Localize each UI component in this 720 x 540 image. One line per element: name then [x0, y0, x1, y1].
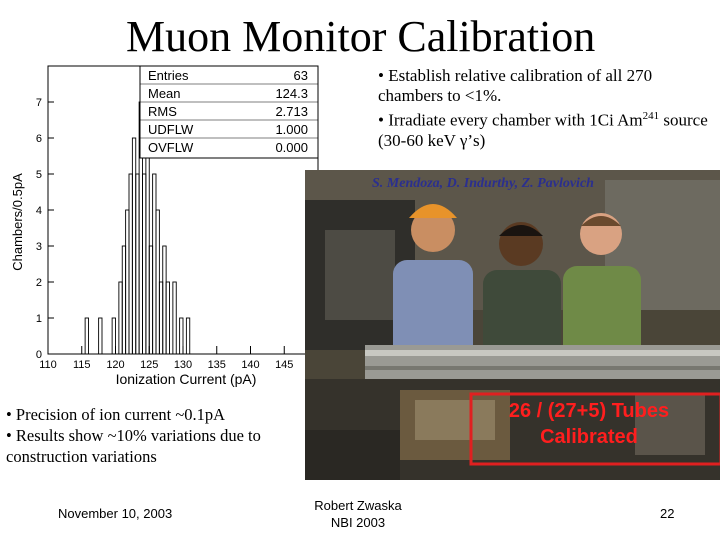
bullets-bottom [6, 404, 306, 467]
stats-label-entries: Entries [148, 68, 189, 83]
y-tick-label: 5 [35, 169, 42, 181]
histogram-bar [85, 318, 88, 354]
x-tick-label: 140 [241, 359, 260, 371]
histogram-bar [132, 138, 135, 354]
bullets-top [378, 66, 708, 151]
histogram-bar [112, 318, 115, 354]
stats-value-ovflw: 0.000 [275, 140, 308, 155]
tubes-status: Calibrated [540, 426, 638, 448]
x-tick-label: 135 [207, 359, 226, 371]
histogram-bar [186, 318, 189, 354]
y-tick-label: 7 [35, 97, 42, 109]
stats-box [140, 66, 318, 158]
slide-title: Muon Monitor Calibration [126, 12, 596, 61]
bullet-precision: • Precision of ion current ~0.1pA [6, 405, 226, 424]
y-tick-label: 3 [35, 241, 42, 253]
histogram-bar [119, 282, 122, 354]
histogram-bar [136, 174, 139, 354]
stats-label-udflw: UDFLW [148, 122, 194, 137]
y-tick-label: 0 [35, 349, 42, 361]
x-tick-label: 115 [72, 359, 91, 371]
footer-date: November 10, 2003 [58, 506, 173, 521]
histogram-bar [129, 174, 132, 354]
x-tick-label: 130 [173, 359, 193, 371]
stats-value-rms: 2.713 [275, 104, 308, 119]
histogram-bar [163, 246, 166, 354]
bullet-irradiation [378, 106, 708, 151]
stats-value-entries: 63 [293, 68, 308, 83]
y-tick-label: 4 [35, 205, 42, 217]
bullet-irradiation-source: source (30-60 keV γ’s) [378, 110, 708, 150]
bullet-irradiation-text: • Irradiate every chamber with 1Ci Am [378, 110, 643, 130]
stats-label-mean: Mean [148, 86, 181, 101]
histogram-bar [122, 246, 125, 354]
y-axis-label: Chambers/0.5pA [10, 173, 25, 271]
y-tick-label: 2 [35, 277, 42, 289]
histogram-bar [156, 210, 159, 354]
photo-caption: S. Mendoza, D. Indurthy, Z. Pavlovich [372, 176, 594, 191]
histogram-bar [180, 318, 183, 354]
ionization-histogram [0, 60, 332, 400]
tubes-count: 26 / (27+5) Tubes [508, 400, 670, 422]
x-tick-label: 145 [275, 359, 294, 371]
stats-label-rms: RMS [148, 104, 177, 119]
bullet-results: • Results show ~10% variations due to construction variations [6, 426, 261, 466]
histogram-bar [149, 246, 152, 354]
y-tick-label: 1 [35, 313, 42, 325]
histogram-bar [153, 174, 156, 354]
x-tick-label: 120 [106, 359, 125, 371]
footer-conference: NBI 2003 [330, 515, 386, 530]
histogram-bar [146, 138, 149, 354]
histogram-bar [173, 282, 176, 354]
stats-label-ovflw: OVFLW [148, 140, 194, 155]
footer-page-number: 22 [660, 506, 675, 521]
histogram-bar [99, 318, 102, 354]
x-tick-label: 110 [39, 359, 57, 371]
histogram-bar [166, 282, 169, 354]
x-axis-ticks [39, 346, 327, 371]
stats-value-udflw: 1.000 [275, 122, 308, 137]
histogram-bar [143, 174, 146, 354]
isotope-mass-number: 241 [642, 110, 660, 122]
bullet-calibration-goal: • Establish relative calibration of all 270 chambers to <1%. [378, 66, 653, 105]
y-axis-ticks [36, 97, 54, 361]
histogram-bar [159, 282, 162, 354]
histogram-bar [126, 210, 129, 354]
footer-presenter [300, 497, 416, 531]
stats-value-mean: 124.3 [275, 86, 308, 101]
footer-presenter-name: Robert Zwaska [314, 498, 402, 513]
x-tick-label: 125 [140, 359, 159, 371]
tubes-calibrated-overlay [474, 398, 704, 450]
x-axis-label: Ionization Current (pA) [115, 371, 257, 387]
y-tick-label: 6 [35, 133, 42, 145]
